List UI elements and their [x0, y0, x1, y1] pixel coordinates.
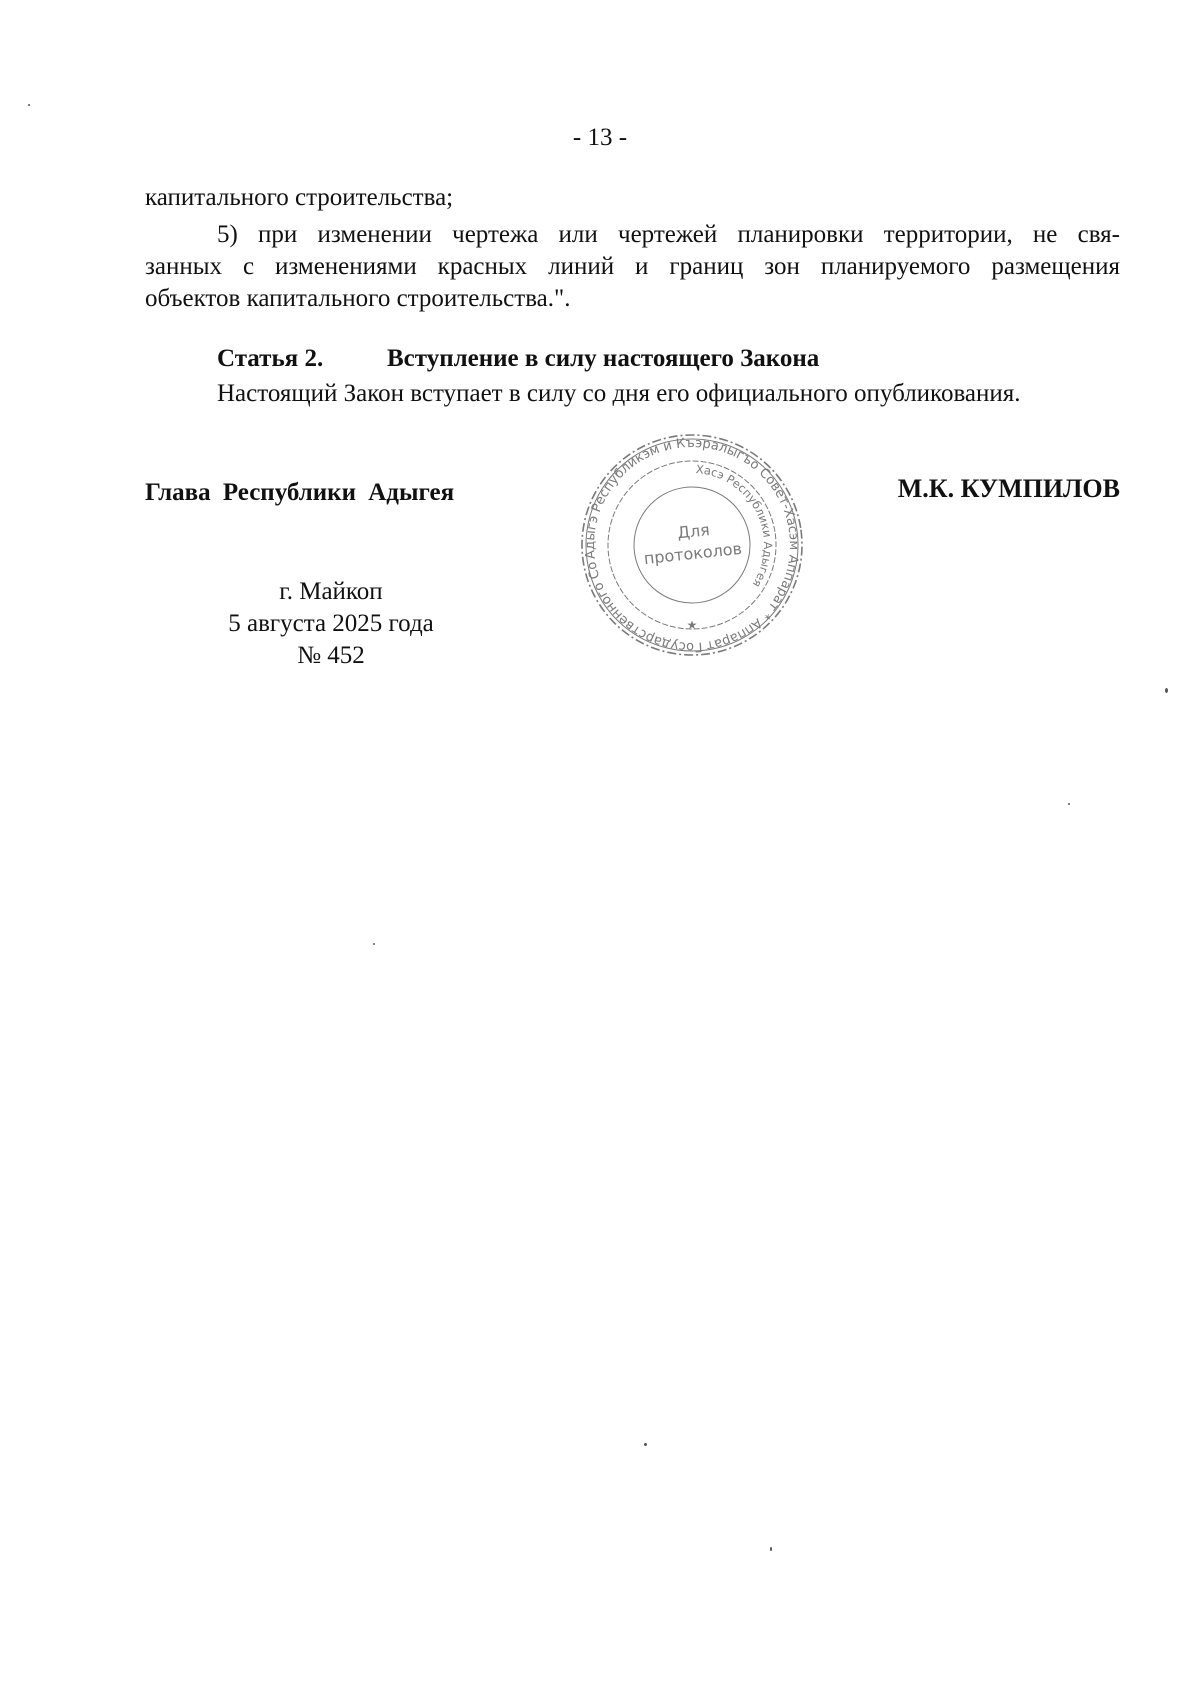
official-seal-stamp	[580, 433, 804, 657]
stamp-center-line-2: протоколов	[642, 538, 743, 569]
stamp-outer-text: Адыгэ Республикэм и Къэралыгъо Совет-Хасэм Аппарат * Аппарат Государственного Совета-Хасэ	[582, 435, 802, 655]
date: 5 августа 2025 года	[228, 610, 434, 637]
place-date-block	[200, 576, 462, 672]
signatory-position: Глава Республики Адыгея	[145, 479, 455, 506]
stamp-inner-text: Хасэ Республики Адыгея	[695, 462, 776, 590]
stamp-star-icon: ★	[686, 618, 698, 632]
page-number: - 13 -	[572, 124, 628, 151]
signatory-name: М.К. КУМПИЛОВ	[897, 474, 1120, 503]
paragraph-item-5	[145, 219, 1120, 315]
article-heading	[217, 345, 819, 373]
scan-speck	[28, 104, 30, 106]
scan-speck	[770, 1547, 772, 1551]
scan-speck	[1165, 688, 1168, 693]
scan-speck	[644, 1443, 647, 1446]
city: г. Майкоп	[279, 578, 383, 605]
continuation-line: капитального строительства;	[145, 184, 454, 211]
stamp-center-line-1: Для	[676, 520, 711, 543]
item5-line-3: объектов капитального строительства.".	[145, 285, 571, 312]
paragraph-continuation	[145, 182, 1120, 214]
item5-line-2: занных с изменениями красных линий и границ зон планируемого размещения	[145, 253, 1120, 280]
scan-speck	[1068, 803, 1070, 805]
article-title: Вступление в силу настоящего Закона	[387, 345, 820, 372]
item5-line-1: 5) при изменении чертежа или чертежей планировки территории, не свя-	[217, 221, 1120, 248]
scan-speck	[373, 943, 375, 945]
document-number: № 452	[297, 642, 365, 669]
article-text: Настоящий Закон вступает в силу со дня его официального опубликования.	[217, 380, 1021, 407]
article-number: Статья 2.	[217, 345, 324, 372]
